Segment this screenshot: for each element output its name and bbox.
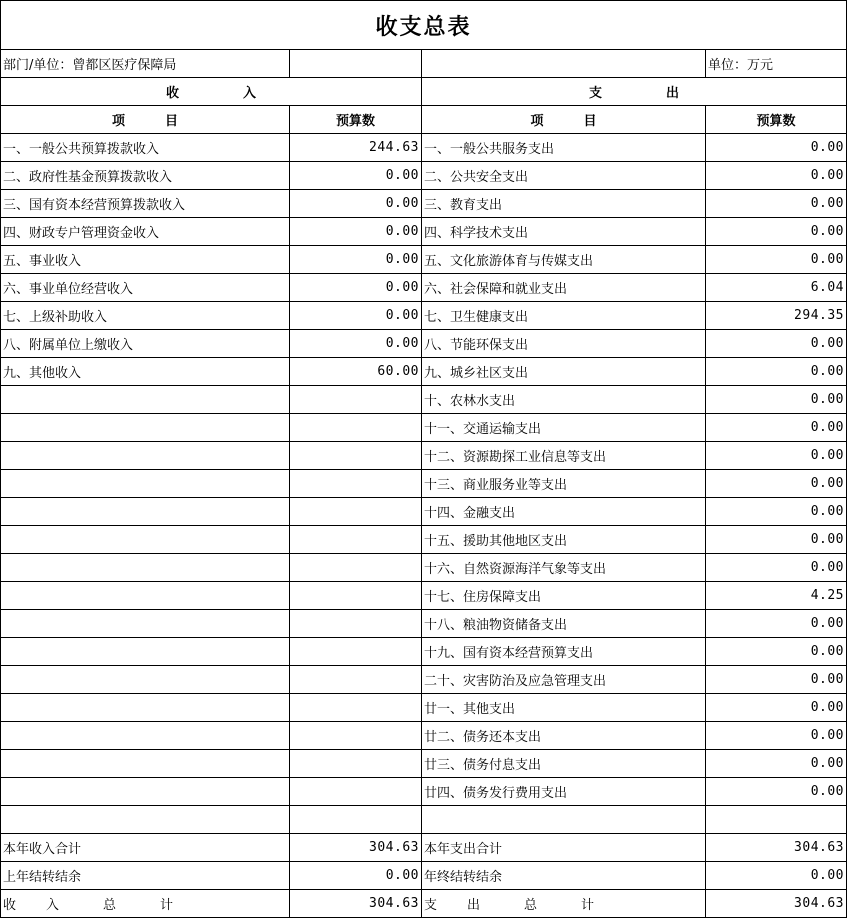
table-row bbox=[1, 806, 847, 834]
expense-total-amount: 304.63 bbox=[706, 834, 847, 862]
income-grand-total-label: 收 入 总 计 bbox=[1, 890, 290, 918]
income-amount-cell: 0.00 bbox=[290, 330, 422, 358]
expense-amount-cell: 0.00 bbox=[706, 638, 847, 666]
grand-total-row bbox=[1, 890, 847, 918]
total-row bbox=[1, 862, 847, 890]
income-amount-cell: 0.00 bbox=[290, 246, 422, 274]
expense-item-cell: 二、公共安全支出 bbox=[422, 162, 706, 190]
income-item-cell: 五、事业收入 bbox=[1, 246, 290, 274]
income-item-cell bbox=[1, 498, 290, 526]
income-amount-cell bbox=[290, 806, 422, 834]
expense-item-cell bbox=[422, 806, 706, 834]
income-item-cell bbox=[1, 806, 290, 834]
table-row bbox=[1, 778, 847, 806]
income-item-cell: 六、事业单位经营收入 bbox=[1, 274, 290, 302]
table-row bbox=[1, 330, 847, 358]
expense-item-cell: 十九、国有资本经营预算支出 bbox=[422, 638, 706, 666]
income-item-cell: 八、附属单位上缴收入 bbox=[1, 330, 290, 358]
expense-item-cell: 三、教育支出 bbox=[422, 190, 706, 218]
expense-item-cell: 十六、自然资源海洋气象等支出 bbox=[422, 554, 706, 582]
table-row bbox=[1, 526, 847, 554]
expense-amount-cell: 0.00 bbox=[706, 442, 847, 470]
income-amount-cell bbox=[290, 778, 422, 806]
income-item-cell bbox=[1, 526, 290, 554]
department-label: 部门/单位：曾都区医疗保障局 bbox=[1, 50, 290, 78]
expense-amount-cell: 0.00 bbox=[706, 218, 847, 246]
expense-amount-cell: 294.35 bbox=[706, 302, 847, 330]
income-item-cell bbox=[1, 470, 290, 498]
income-amount-cell bbox=[290, 582, 422, 610]
income-amount-cell bbox=[290, 610, 422, 638]
income-total-label: 上年结转结余 bbox=[1, 862, 290, 890]
expense-amount-cell: 4.25 bbox=[706, 582, 847, 610]
table-row bbox=[1, 442, 847, 470]
expense-item-cell: 十一、交通运输支出 bbox=[422, 414, 706, 442]
expense-item-cell: 七、卫生健康支出 bbox=[422, 302, 706, 330]
expense-amount-cell: 0.00 bbox=[706, 386, 847, 414]
expense-amount-cell: 0.00 bbox=[706, 414, 847, 442]
expense-total-label: 年终结转结余 bbox=[422, 862, 706, 890]
income-amount-cell: 0.00 bbox=[290, 162, 422, 190]
income-budget-column-header: 预算数 bbox=[290, 106, 422, 134]
table-row bbox=[1, 134, 847, 162]
table-row bbox=[1, 218, 847, 246]
expense-grand-total-amount: 304.63 bbox=[706, 890, 847, 918]
expense-budget-column-header: 预算数 bbox=[706, 106, 847, 134]
expense-amount-cell: 0.00 bbox=[706, 358, 847, 386]
income-amount-cell bbox=[290, 694, 422, 722]
income-item-cell bbox=[1, 554, 290, 582]
expense-item-cell: 廿二、债务还本支出 bbox=[422, 722, 706, 750]
table-row bbox=[1, 302, 847, 330]
income-amount-cell bbox=[290, 414, 422, 442]
expense-amount-cell: 0.00 bbox=[706, 330, 847, 358]
expense-amount-cell bbox=[706, 806, 847, 834]
income-amount-cell: 0.00 bbox=[290, 274, 422, 302]
expense-amount-cell: 0.00 bbox=[706, 470, 847, 498]
income-amount-cell bbox=[290, 386, 422, 414]
expense-item-cell: 廿四、债务发行费用支出 bbox=[422, 778, 706, 806]
income-item-cell: 一、一般公共预算拨款收入 bbox=[1, 134, 290, 162]
table-row bbox=[1, 414, 847, 442]
income-amount-cell: 244.63 bbox=[290, 134, 422, 162]
income-amount-cell: 0.00 bbox=[290, 218, 422, 246]
income-item-cell bbox=[1, 582, 290, 610]
income-total-amount: 0.00 bbox=[290, 862, 422, 890]
unit-label: 单位：万元 bbox=[706, 50, 847, 78]
income-amount-cell bbox=[290, 666, 422, 694]
table-row bbox=[1, 666, 847, 694]
expense-amount-cell: 0.00 bbox=[706, 694, 847, 722]
expense-item-cell: 廿三、债务付息支出 bbox=[422, 750, 706, 778]
expense-item-cell: 四、科学技术支出 bbox=[422, 218, 706, 246]
table-row bbox=[1, 498, 847, 526]
income-grand-total-amount: 304.63 bbox=[290, 890, 422, 918]
expense-amount-cell: 0.00 bbox=[706, 246, 847, 274]
table-row bbox=[1, 750, 847, 778]
income-item-cell bbox=[1, 722, 290, 750]
table-row bbox=[1, 190, 847, 218]
table-row bbox=[1, 638, 847, 666]
income-amount-cell: 0.00 bbox=[290, 190, 422, 218]
expense-amount-cell: 0.00 bbox=[706, 526, 847, 554]
expense-amount-cell: 0.00 bbox=[706, 722, 847, 750]
expense-amount-cell: 6.04 bbox=[706, 274, 847, 302]
income-item-column-header: 项 目 bbox=[1, 106, 290, 134]
expense-amount-cell: 0.00 bbox=[706, 666, 847, 694]
expense-amount-cell: 0.00 bbox=[706, 610, 847, 638]
income-total-label: 本年收入合计 bbox=[1, 834, 290, 862]
income-item-cell bbox=[1, 610, 290, 638]
income-item-cell bbox=[1, 694, 290, 722]
income-item-cell bbox=[1, 414, 290, 442]
expense-item-cell: 九、城乡社区支出 bbox=[422, 358, 706, 386]
income-amount-cell bbox=[290, 470, 422, 498]
table-row bbox=[1, 582, 847, 610]
expense-item-cell: 一、一般公共服务支出 bbox=[422, 134, 706, 162]
expense-amount-cell: 0.00 bbox=[706, 750, 847, 778]
expense-amount-cell: 0.00 bbox=[706, 554, 847, 582]
income-item-cell: 二、政府性基金预算拨款收入 bbox=[1, 162, 290, 190]
expense-total-label: 本年支出合计 bbox=[422, 834, 706, 862]
expense-total-amount: 0.00 bbox=[706, 862, 847, 890]
table-row bbox=[1, 554, 847, 582]
income-total-amount: 304.63 bbox=[290, 834, 422, 862]
income-item-cell: 四、财政专户管理资金收入 bbox=[1, 218, 290, 246]
table-row bbox=[1, 722, 847, 750]
income-item-cell bbox=[1, 442, 290, 470]
expense-item-cell: 十四、金融支出 bbox=[422, 498, 706, 526]
expense-item-cell: 十二、资源勘探工业信息等支出 bbox=[422, 442, 706, 470]
expense-item-cell: 六、社会保障和就业支出 bbox=[422, 274, 706, 302]
table-row bbox=[1, 162, 847, 190]
expense-item-cell: 二十、灾害防治及应急管理支出 bbox=[422, 666, 706, 694]
table-row bbox=[1, 274, 847, 302]
expense-item-cell: 十、农林水支出 bbox=[422, 386, 706, 414]
expense-amount-cell: 0.00 bbox=[706, 162, 847, 190]
income-amount-cell bbox=[290, 750, 422, 778]
total-row bbox=[1, 834, 847, 862]
table-row bbox=[1, 694, 847, 722]
table-row bbox=[1, 610, 847, 638]
income-item-cell bbox=[1, 778, 290, 806]
expense-item-cell: 十七、住房保障支出 bbox=[422, 582, 706, 610]
expense-amount-cell: 0.00 bbox=[706, 134, 847, 162]
income-amount-cell: 0.00 bbox=[290, 302, 422, 330]
table-row bbox=[1, 386, 847, 414]
table-row bbox=[1, 358, 847, 386]
income-amount-cell bbox=[290, 638, 422, 666]
table-row bbox=[1, 470, 847, 498]
expense-item-cell: 十五、援助其他地区支出 bbox=[422, 526, 706, 554]
expense-item-cell: 八、节能环保支出 bbox=[422, 330, 706, 358]
expense-amount-cell: 0.00 bbox=[706, 778, 847, 806]
expense-item-cell: 十八、粮油物资储备支出 bbox=[422, 610, 706, 638]
expense-item-column-header: 项 目 bbox=[422, 106, 706, 134]
income-item-cell bbox=[1, 666, 290, 694]
income-amount-cell bbox=[290, 722, 422, 750]
income-item-cell: 九、其他收入 bbox=[1, 358, 290, 386]
income-item-cell bbox=[1, 750, 290, 778]
income-amount-cell bbox=[290, 554, 422, 582]
expense-amount-cell: 0.00 bbox=[706, 190, 847, 218]
expense-section-header: 支 出 bbox=[422, 78, 847, 106]
expense-amount-cell: 0.00 bbox=[706, 498, 847, 526]
income-item-cell bbox=[1, 386, 290, 414]
income-item-cell bbox=[1, 638, 290, 666]
table-row bbox=[1, 246, 847, 274]
page-title: 收支总表 bbox=[1, 1, 847, 50]
expense-item-cell: 十三、商业服务业等支出 bbox=[422, 470, 706, 498]
income-item-cell: 七、上级补助收入 bbox=[1, 302, 290, 330]
income-amount-cell bbox=[290, 526, 422, 554]
expense-grand-total-label: 支 出 总 计 bbox=[422, 890, 706, 918]
income-section-header: 收 入 bbox=[1, 78, 422, 106]
income-amount-cell bbox=[290, 442, 422, 470]
income-amount-cell bbox=[290, 498, 422, 526]
income-item-cell: 三、国有资本经营预算拨款收入 bbox=[1, 190, 290, 218]
expense-item-cell: 廿一、其他支出 bbox=[422, 694, 706, 722]
income-amount-cell: 60.00 bbox=[290, 358, 422, 386]
expense-item-cell: 五、文化旅游体育与传媒支出 bbox=[422, 246, 706, 274]
